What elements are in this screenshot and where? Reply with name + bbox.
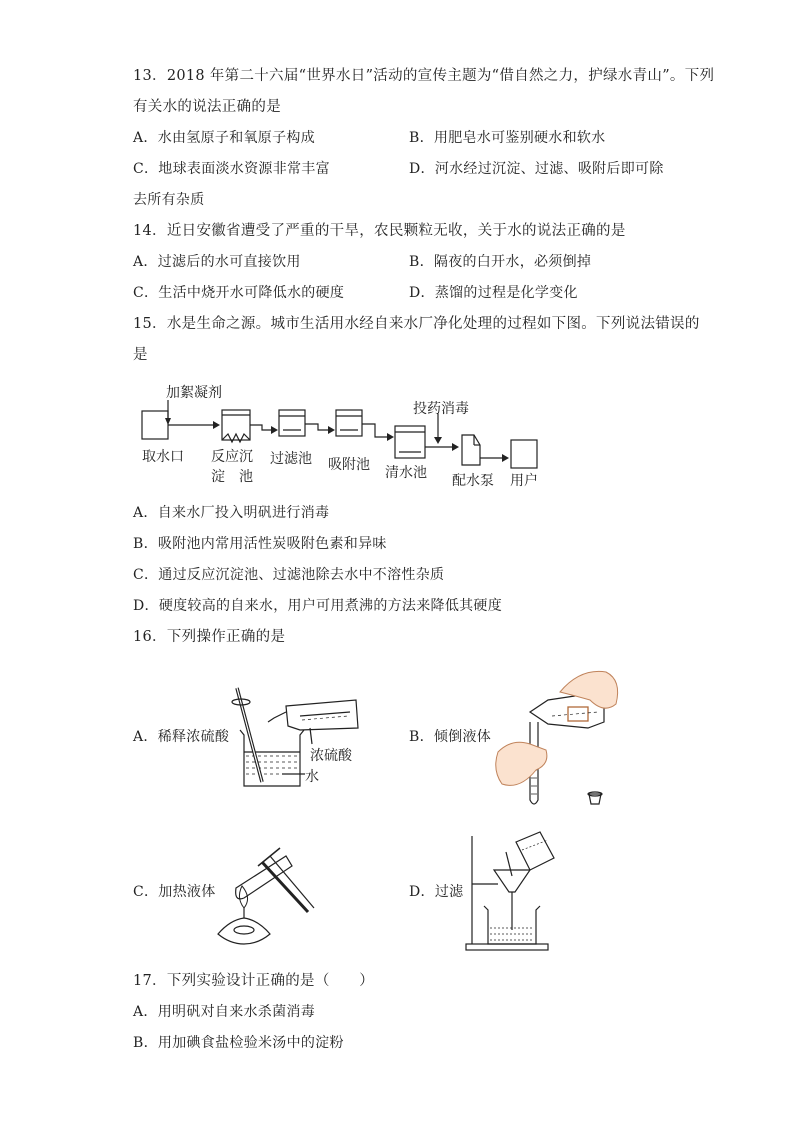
label-filter-tank: 过滤池 xyxy=(270,451,312,467)
label-adsorb-tank: 吸附池 xyxy=(328,457,370,473)
q13-option-d-continued: 去所有杂质 xyxy=(133,192,205,208)
q14-option-a: A．过滤后的水可直接饮用 xyxy=(133,254,301,270)
q15-option-d: D．硬度较高的自来水，用户可用煮沸的方法来降低其硬度 xyxy=(133,598,503,614)
q13-option-a: A．水由氢原子和氧原子构成 xyxy=(133,130,316,146)
q16-option-a: A．稀释浓硫酸 xyxy=(133,729,230,745)
q15-stem-line1: 15．水是生命之源。城市生活用水经自来水厂净化处理的过程如下图。下列说法错误的 xyxy=(133,316,700,332)
q16-option-c: C．加热液体 xyxy=(133,884,216,900)
q14-option-c: C．生活中烧开水可降低水的硬度 xyxy=(133,285,345,301)
q15-stem-line2: 是 xyxy=(133,347,148,363)
q17-option-b: B．用加碘食盐检验米汤中的淀粉 xyxy=(133,1035,344,1051)
q17-stem: 17．下列实验设计正确的是（ ） xyxy=(133,973,375,989)
label-reaction-tank-2: 淀 池 xyxy=(211,469,253,485)
q13-option-d: D．河水经过沉淀、过滤、吸附后即可除 xyxy=(409,161,664,177)
q15-option-b: B．吸附池内常用活性炭吸附色素和异味 xyxy=(133,536,387,552)
q17-option-a: A．用明矾对自来水杀菌消毒 xyxy=(133,1004,316,1020)
q16-stem: 16．下列操作正确的是 xyxy=(133,629,286,645)
label-concentrated-acid: 浓硫酸 xyxy=(310,748,352,764)
label-user: 用户 xyxy=(510,473,538,489)
label-pump: 配水泵 xyxy=(452,473,494,489)
label-water: 水 xyxy=(305,769,319,785)
q13-option-c: C．地球表面淡水资源非常丰富 xyxy=(133,161,330,177)
label-reaction-tank-1: 反应沉 xyxy=(211,449,253,465)
q15-option-a: A．自来水厂投入明矾进行消毒 xyxy=(133,505,330,521)
q13-stem-line1: 13．2018 年第二十六届“世界水日”活动的宣传主题为“借自然之力，护绿水青山”。下列 xyxy=(133,68,715,84)
q16-option-b: B．倾倒液体 xyxy=(409,729,492,745)
label-clear-tank: 清水池 xyxy=(385,465,427,481)
q13-option-b: B．用肥皂水可鉴别硬水和软水 xyxy=(409,130,606,146)
q14-stem: 14．近日安徽省遭受了严重的干旱，农民颗粒无收，关于水的说法正确的是 xyxy=(133,223,626,239)
q13-stem-line2: 有关水的说法正确的是 xyxy=(133,99,281,115)
label-coagulant: 加絮凝剂 xyxy=(166,385,222,401)
label-intake: 取水口 xyxy=(142,449,184,465)
q15-option-c: C．通过反应沉淀池、过滤池除去水中不溶性杂质 xyxy=(133,567,445,583)
q16-option-d: D．过滤 xyxy=(409,884,464,900)
q14-option-d: D．蒸馏的过程是化学变化 xyxy=(409,285,578,301)
label-disinfect: 投药消毒 xyxy=(413,401,469,417)
q14-option-b: B．隔夜的白开水，必须倒掉 xyxy=(409,254,592,270)
